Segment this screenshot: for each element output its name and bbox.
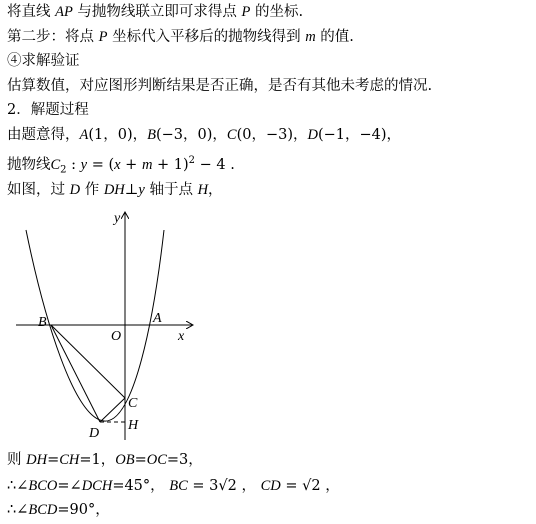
text-segment: ∴∠ <box>7 502 29 518</box>
text-segment: 2 <box>60 164 67 176</box>
text-segment: ∴∠ <box>7 478 29 494</box>
text-segment: BCO <box>28 478 58 494</box>
text-segment: AP <box>55 4 73 20</box>
label-y: y <box>114 211 121 226</box>
text-segment: (−3，0)， <box>155 127 227 143</box>
text-segment: + 1) <box>152 156 189 173</box>
text-segment: x <box>114 156 121 173</box>
label-b: B <box>38 315 47 330</box>
text-segment: ⊥ <box>124 182 139 198</box>
text-segment: P <box>241 4 251 20</box>
text-segment: BC <box>169 478 188 494</box>
text-segment: 由题意得， <box>7 127 80 143</box>
text-segment: = ( <box>87 156 115 173</box>
text-segment: 2．解题过程 <box>7 102 89 118</box>
text-segment: =3， <box>166 452 203 468</box>
text-segment: OB <box>115 452 135 468</box>
text-segment: =90°， <box>57 502 110 518</box>
text-segment: 第二步：将点 <box>7 29 99 45</box>
text-segment: (0，−3)， <box>236 127 308 143</box>
text-segment: 的值. <box>315 29 354 45</box>
text-segment: 的坐标. <box>250 4 304 20</box>
line-3 <box>7 51 80 71</box>
parabola-figure <box>14 208 204 444</box>
text-segment: 抛物线 <box>7 156 51 173</box>
text-segment: 将直线 <box>7 4 56 20</box>
text-segment: 如图，过 <box>7 182 70 198</box>
line-5 <box>7 100 89 120</box>
text-segment: y <box>80 156 88 173</box>
text-segment: m <box>141 156 153 173</box>
text-segment: = 3√2 ， <box>187 478 261 494</box>
label-d: D <box>89 426 100 441</box>
text-segment: (1，0)， <box>88 127 148 143</box>
text-segment: CD <box>260 478 281 494</box>
text-segment: CH <box>59 452 80 468</box>
text-segment: =∠ <box>57 478 82 494</box>
text-segment: m <box>305 29 316 45</box>
line-4 <box>7 76 432 96</box>
text-segment: OC <box>146 452 167 468</box>
text-segment: P <box>98 29 108 45</box>
text-segment: + <box>120 156 142 173</box>
label-o: O <box>111 329 122 344</box>
text-segment: 轴于点 <box>144 182 198 198</box>
text-segment: =45°， <box>112 478 170 494</box>
text-segment: C <box>50 156 61 173</box>
text-segment: = √2 ， <box>280 478 340 494</box>
label-c: C <box>128 396 138 411</box>
text-segment: 2 <box>188 155 196 166</box>
text-segment: D <box>307 127 318 143</box>
text-segment: : <box>66 156 81 173</box>
text-segment: =1， <box>79 452 116 468</box>
line-9 <box>7 450 203 470</box>
line-6 <box>7 125 401 145</box>
line-11 <box>7 500 110 520</box>
text-segment: 估算数值，对应图形判断结果是否正确，是否有其他未考虑的情况. <box>7 78 433 94</box>
parabola-curve <box>26 230 164 421</box>
text-segment: (−1，−4)， <box>317 127 402 143</box>
line-2 <box>7 27 354 47</box>
text-segment: A <box>79 127 89 143</box>
text-segment: = <box>134 452 147 468</box>
label-x: x <box>178 329 185 344</box>
text-segment: 则 <box>7 452 27 468</box>
text-segment: B <box>147 127 156 143</box>
text-segment: 与抛物线联立即可求得点 <box>72 4 242 20</box>
text-segment: 作 <box>80 182 104 198</box>
line-10 <box>7 476 340 496</box>
text-segment: DCH <box>81 478 113 494</box>
text-segment: BCD <box>28 502 58 518</box>
text-segment: ④求解验证 <box>7 53 80 69</box>
label-h: H <box>128 418 139 433</box>
line-1 <box>7 2 303 22</box>
line-8 <box>7 180 223 200</box>
text-segment: C <box>226 127 237 143</box>
text-segment: y <box>138 182 145 198</box>
text-segment: 坐标代入平移后的抛物线得到 <box>107 29 306 45</box>
text-segment: = <box>47 452 60 468</box>
text-segment: H <box>197 182 209 198</box>
text-segment: DH <box>103 182 125 198</box>
label-a: A <box>153 311 162 326</box>
segment-bd <box>51 325 100 422</box>
text-segment: D <box>69 182 81 198</box>
text-segment: − 4 . <box>195 156 235 173</box>
text-segment: DH <box>26 452 48 468</box>
line-7 <box>7 151 235 181</box>
text-segment: ， <box>208 182 223 198</box>
